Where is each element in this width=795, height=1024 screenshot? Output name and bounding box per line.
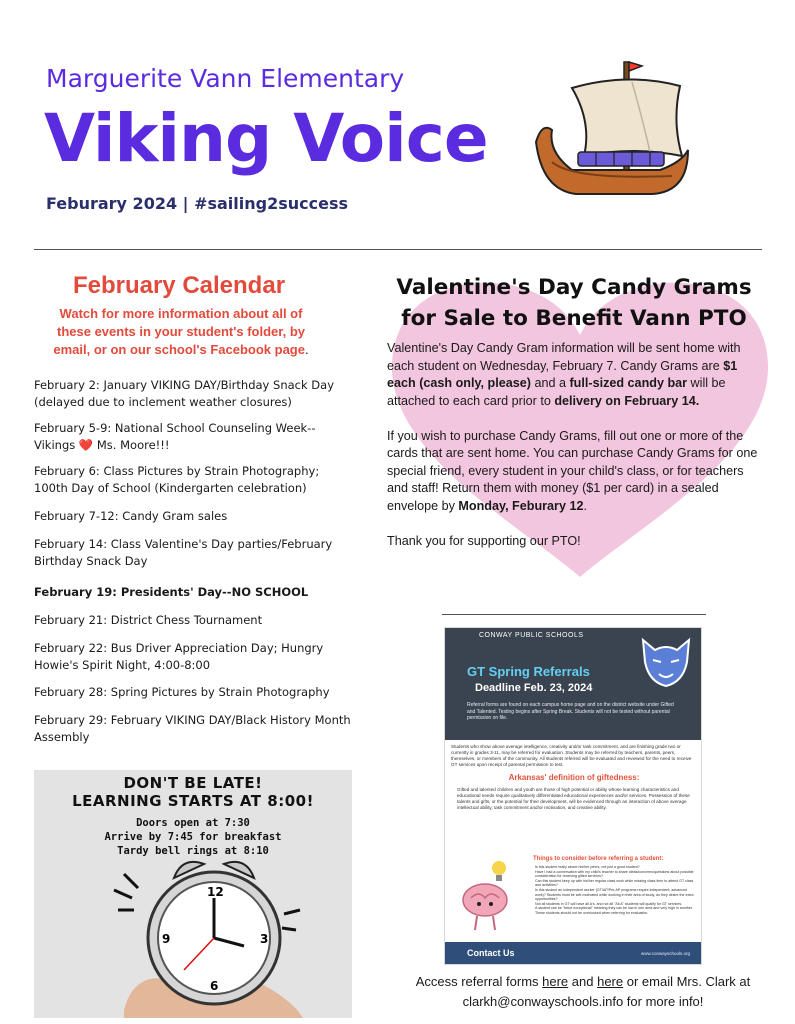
list-item: Have I had a conversation with my child's teacher to share ideas/concerns/questions about possible consideration for receiving gifted services? <box>535 869 694 879</box>
calendar-event: February 7-12: Candy Gram sales <box>34 509 228 523</box>
list-item: Is this student really above his/her peers, not just a good student? <box>535 865 640 869</box>
referral-link-2[interactable]: here <box>597 974 624 989</box>
poster-subheadline: LEARNING STARTS AT 8:00! <box>72 792 314 810</box>
calendar-event: February 21: District Chess Tournament <box>34 613 263 627</box>
text-run: Access referral forms <box>415 974 543 989</box>
flyer-considerations-list <box>535 865 695 916</box>
text-run: and <box>568 974 598 989</box>
flyer-paragraph: Students who show above average intelligence, creativity and/or task commitment, and are finishing grade two or currently in grades 3-11, may be referred for evaluation. Students may be referred by teachers, parents, peers, themselves, or members of the community. All students referred will be evaluated and reviewed for the need to receive GT services upon receipt of parental permission to test. <box>451 744 692 767</box>
valentine-heading-line: for Sale to Benefit Vann PTO <box>401 306 747 331</box>
heart-icon: ❤️ <box>78 437 94 452</box>
calendar-event-text: Ms. Moore!!! <box>93 437 170 452</box>
poster-headline: DON'T BE LATE! <box>123 774 263 792</box>
svg-text:6: 6 <box>210 979 219 993</box>
flyer-contact-label: Contact Us <box>467 948 515 958</box>
calendar-subtitle-text: Watch for more information about all of these events in your student's folder, by email, or on our school's Facebook page <box>53 306 305 357</box>
flyer-definition-heading: Arkansas' definition of giftedness: <box>508 773 640 782</box>
candy-bar-text: full-sized candy bar <box>569 376 688 390</box>
valentine-paragraph <box>387 340 762 410</box>
valentine-body <box>387 340 762 568</box>
flyer-paragraph: Gifted and talented children and youth are those of high potential or ability whose learning characteristics and educational needs require qualitatively differentiated educational experiences and/or services. Possession of these talents and gifts, or the potential for their development, will be evidenced through an interaction of above average intellectual ability, task commitment and/or motivation, and creative ability. <box>457 787 690 810</box>
gt-referrals-flyer <box>444 627 702 965</box>
calendar-event <box>34 420 354 453</box>
flyer-description: Referral forms are found on each campus home page and on the district website under Gifted and Talented. Testing begins after Spring Break. Students will not be tested without parental permission on file. <box>467 702 674 721</box>
list-item: Is this student an independent worker (GT/AP/Pre-AP programs require independent, advanced work)? Students must be self-motivated while working in their area of study, do they desire the extra opportunities? <box>535 887 694 902</box>
svg-text:9: 9 <box>162 932 171 946</box>
text-run: Valentine's Day Candy Gram information will be sent home with each student on Wednesday, February 7. Candy Grams are <box>387 341 741 373</box>
flyer-org: CONWAY PUBLIC SCHOOLS <box>479 632 584 639</box>
text-run: will be attached to each card prior to <box>387 376 726 408</box>
section-divider <box>442 614 706 615</box>
viking-ship-icon <box>532 52 692 202</box>
list-item: A student can be "twice exceptional" meaning they can be low in one area and very high in another. These students should not be overlooked when referring for evaluation. <box>535 906 693 915</box>
calendar-event-text: February 5-9: National School Counseling Week-- Vikings <box>34 421 316 452</box>
calendar-event: February 22: Bus Driver Appreciation Day; Hungry Howie's Spirit Night, 4:00-8:00 <box>34 641 324 672</box>
referral-access-note <box>414 972 752 1012</box>
svg-text:12: 12 <box>207 885 224 899</box>
delivery-date-text: delivery on February 14. <box>554 393 700 408</box>
referral-link-1[interactable]: here <box>542 974 569 989</box>
flyer-deadline: Deadline Feb. 23, 2024 <box>475 682 593 694</box>
valentine-paragraph <box>387 428 762 516</box>
calendar-event: February 29: February VIKING DAY/Black History Month Assembly <box>34 713 351 744</box>
calendar-event: February 14: Class Valentine's Day parties/February Birthday Snack Day <box>34 537 333 568</box>
text-run: and a <box>530 376 570 390</box>
calendar-event: February 28: Spring Pictures by Strain Photography <box>34 685 330 699</box>
flyer-considerations-heading: Things to consider before referring a student: <box>533 856 664 862</box>
school-name: Marguerite Vann Elementary <box>46 64 405 93</box>
calendar-heading: February Calendar <box>72 272 286 299</box>
price-text: $1 each (cash only, please) <box>387 358 738 390</box>
header-divider <box>34 249 762 250</box>
issue-line: Feburary 2024 | #sailing2success <box>46 194 349 213</box>
flyer-header <box>445 628 702 740</box>
alarm-clock-icon <box>104 850 324 1018</box>
poster-detail: Tardy bell rings at 8:10 <box>117 845 269 857</box>
text-run: or email Mrs. Clark at clarkh@conwayschools.info for more info! <box>462 974 751 1009</box>
poster-detail: Arrive by 7:45 for breakfast <box>104 831 282 843</box>
text-run: . <box>583 498 587 513</box>
deadline-text: Monday, Feburary 12 <box>458 498 584 513</box>
list-item: Not all students in GT will have all A's, and not all "All A" students will qualify for GT services. <box>535 901 683 906</box>
svg-text:3: 3 <box>260 932 269 946</box>
calendar-event: February 6: Class Pictures by Strain Photography; 100th Day of School (Kindergarten celebration) <box>34 464 320 495</box>
flyer-website: www.conwayschools.org <box>641 951 691 956</box>
calendar-subtitle <box>46 305 316 359</box>
valentine-heading <box>378 272 770 334</box>
poster-detail: Doors open at 7:30 <box>136 817 250 829</box>
text-run: If you wish to purchase Candy Grams, fill out one or more of the cards that are sent home. You can purchase Candy Grams for one special friend, every student in your child's class, or for teachers and staff! Return them with money ($1 per card) in a sealed envelope by <box>387 428 758 513</box>
calendar-subtitle-end: . <box>304 342 309 357</box>
list-item: Can this student keep up with his/her regular class work while missing class time to attend GT class and activities? <box>535 878 694 888</box>
calendar-event: February 2: January VIKING DAY/Birthday Snack Day (delayed due to inclement weather closures) <box>34 378 334 409</box>
flyer-title: GT Spring Referrals <box>467 664 590 679</box>
newsletter-title: Viking Voice <box>44 100 488 177</box>
calendar-event: February 19: Presidents' Day--NO SCHOOL <box>34 585 309 599</box>
valentine-heading-line: Valentine's Day Candy Grams <box>396 275 752 300</box>
valentine-thanks: Thank you for supporting our PTO! <box>387 533 581 548</box>
brain-character-icon <box>449 858 529 938</box>
wildcat-mascot-icon <box>633 632 699 690</box>
dont-be-late-poster <box>34 770 352 1018</box>
